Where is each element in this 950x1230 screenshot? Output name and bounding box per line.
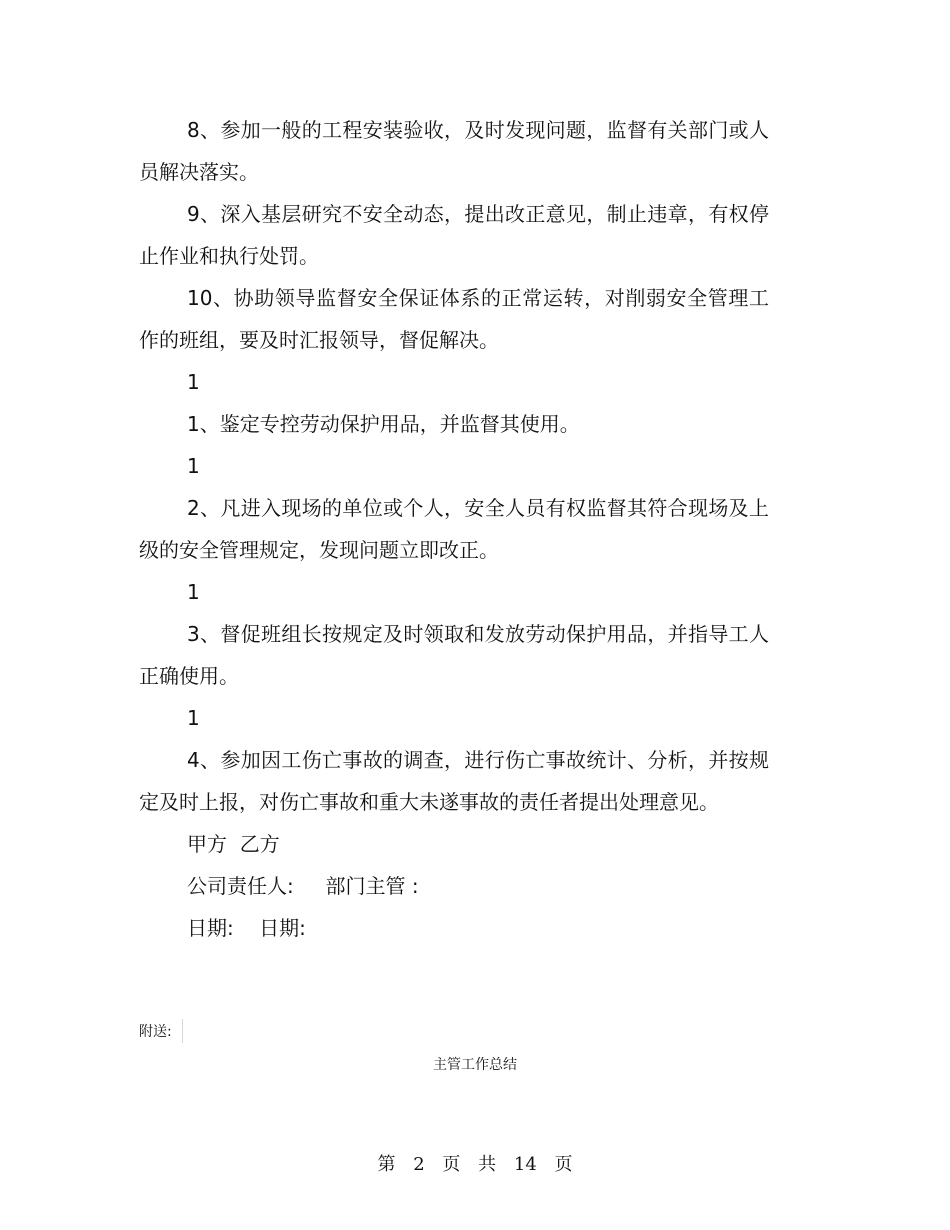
paragraph-number-fragment: 1 — [187, 454, 200, 478]
summary-title: 主管工作总结 — [433, 1057, 517, 1073]
attachment-label: 附送: — [139, 1024, 172, 1040]
paragraph-number-fragment: 1 — [187, 370, 200, 394]
page-footer — [0, 1150, 950, 1176]
footer-current-page: 2 — [413, 1154, 425, 1175]
paragraph-item-9: 9、深入基层研究不安全动态，提出改正意见，制止违章，有权停止作业和执行处罚。 — [139, 202, 769, 268]
footer-prefix: 第 — [377, 1154, 396, 1175]
paragraph-item-8: 8、参加一般的工程安装验收，及时发现问题，监督有关部门或人员解决落实。 — [139, 118, 769, 184]
document-body — [139, 109, 769, 949]
paragraph-item-11: 1、鉴定专控劳动保护用品，并监督其使用。 — [187, 412, 580, 436]
attachment-divider — [182, 1019, 183, 1043]
footer-page-word: 页 — [442, 1154, 461, 1175]
paragraph-item-14: 4、参加因工伤亡事故的调查，进行伤亡事故统计、分析，并按规定及时上报，对伤亡事故和重大未遂事故的责任者提出处理意见。 — [139, 748, 769, 814]
signature-parties: 甲方 乙方 — [187, 832, 280, 856]
paragraph-item-12: 2、凡进入现场的单位或个人，安全人员有权监督其符合现场及上级的安全管理规定，发现问题立即改正。 — [139, 496, 769, 562]
paragraph-item-10: 10、协助领导监督安全保证体系的正常运转，对削弱安全管理工作的班组，要及时汇报领导，督促解决。 — [139, 286, 769, 352]
paragraph-number-fragment: 1 — [187, 580, 200, 604]
signature-responsible: 公司责任人: 部门主管 : — [187, 874, 419, 898]
paragraph-item-13: 3、督促班组长按规定及时领取和发放劳动保护用品，并指导工人正确使用。 — [139, 622, 769, 688]
footer-total-pages: 14 — [513, 1154, 537, 1175]
attachment-row — [139, 1018, 183, 1044]
paragraph-number-fragment: 1 — [187, 706, 200, 730]
footer-total-prefix: 共 — [478, 1154, 497, 1175]
signature-dates: 日期: 日期: — [187, 916, 306, 940]
footer-suffix: 页 — [554, 1154, 573, 1175]
